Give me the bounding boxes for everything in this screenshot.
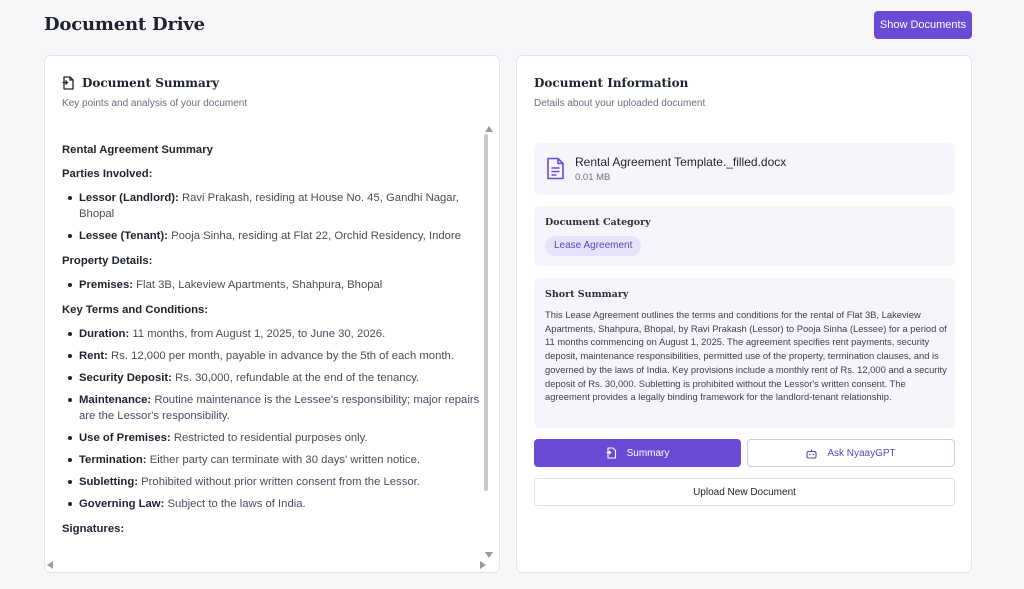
document-summary-header — [62, 76, 219, 90]
document-information-subtitle: Details about your uploaded document — [534, 98, 706, 109]
upload-new-document-button[interactable]: Upload New Document — [534, 478, 955, 506]
list-item: Termination: Either party can terminate with 30 days' written notice. — [68, 452, 482, 468]
list-item: Security Deposit: Rs. 30,000, refundable at the end of the tenancy. — [68, 370, 482, 386]
list-item: Premises: Flat 3B, Lakeview Apartments, Shahpura, Bhopal — [68, 277, 482, 293]
scrollbar-thumb[interactable] — [484, 134, 488, 491]
parties-heading: Parties Involved: — [62, 168, 153, 180]
document-icon — [606, 447, 617, 459]
category-label: Document Category — [545, 217, 651, 228]
scroll-left-icon[interactable] — [47, 561, 53, 569]
property-list — [62, 277, 482, 293]
list-item: Governing Law: Subject to the laws of India. — [68, 496, 482, 512]
short-summary-label: Short Summary — [545, 289, 629, 300]
list-item: Subletting: Prohibited without prior written consent from the Lessor. — [68, 474, 482, 490]
file-name: Rental Agreement Template._filled.docx — [575, 155, 787, 169]
page-title: Document Drive — [44, 14, 205, 35]
vertical-scrollbar[interactable] — [482, 125, 494, 565]
list-item: Rent: Rs. 12,000 per month, payable in advance by the 5th of each month. — [68, 348, 482, 364]
bot-icon — [806, 448, 817, 459]
document-summary-subtitle: Key points and analysis of your document — [62, 98, 248, 109]
scroll-right-icon[interactable] — [480, 561, 486, 569]
summary-button-label: Summary — [626, 447, 670, 459]
category-badge: Lease Agreement — [545, 236, 641, 256]
list-item: Maintenance: Routine maintenance is the Lessee's responsibility; major repairs are the Lessor's responsibility. — [68, 392, 482, 424]
terms-list — [62, 326, 482, 512]
document-summary-card — [44, 55, 500, 573]
horizontal-scrollbar[interactable] — [45, 560, 489, 570]
document-summary-title: Document Summary — [82, 76, 220, 90]
document-icon — [62, 76, 75, 90]
parties-list — [62, 190, 482, 244]
file-size: 0.01 MB — [575, 172, 611, 183]
list-item: Use of Premises: Restricted to residential purposes only. — [68, 430, 482, 446]
file-text-icon — [546, 157, 565, 180]
document-category — [534, 206, 955, 266]
summary-main-heading: Rental Agreement Summary — [62, 144, 213, 156]
show-documents-button[interactable]: Show Documents — [874, 11, 972, 39]
short-summary-text: This Lease Agreement outlines the terms and conditions for the rental of Flat 3B, Lakeview Apartments, Shahpura, Bhopal, by Ravi Prakash (Lessor) to Pooja Sinha (Lessee) for a period of 11 months commencing on August 1, 2025. The agreement specifies rent payments, security deposit, maintenance responsibilities, permitted use of the property, termination clauses, and is governed by the laws of India. Key provisions include a monthly rent of Rs. 12,000 and a security deposit of Rs. 30,000. Subletting is prohibited without the Lessor's written consent. The agreement provides a legally binding framework for the landlord-tenant relationship. — [545, 309, 947, 403]
terms-heading: Key Terms and Conditions: — [62, 304, 209, 316]
document-information-title: Document Information — [534, 76, 689, 90]
summary-button[interactable] — [534, 439, 741, 467]
property-heading: Property Details: — [62, 255, 153, 267]
list-item: Lessee (Tenant): Pooja Sinha, residing at Flat 22, Orchid Residency, Indore — [68, 228, 482, 244]
scroll-down-icon[interactable] — [485, 552, 493, 558]
document-information-card — [516, 55, 972, 573]
scroll-up-icon[interactable] — [485, 126, 493, 132]
ask-button-label: Ask NyaayGPT — [827, 447, 896, 459]
file-info — [534, 143, 955, 195]
list-item: Duration: 11 months, from August 1, 2025, to June 30, 2026. — [68, 326, 482, 342]
short-summary — [534, 278, 955, 428]
summary-content[interactable] — [62, 142, 482, 562]
ask-nyaaygpt-button[interactable] — [747, 439, 955, 467]
signatures-heading: Signatures: — [62, 523, 125, 535]
list-item: Lessor (Landlord): Ravi Prakash, residing at House No. 45, Gandhi Nagar, Bhopal — [68, 190, 482, 222]
